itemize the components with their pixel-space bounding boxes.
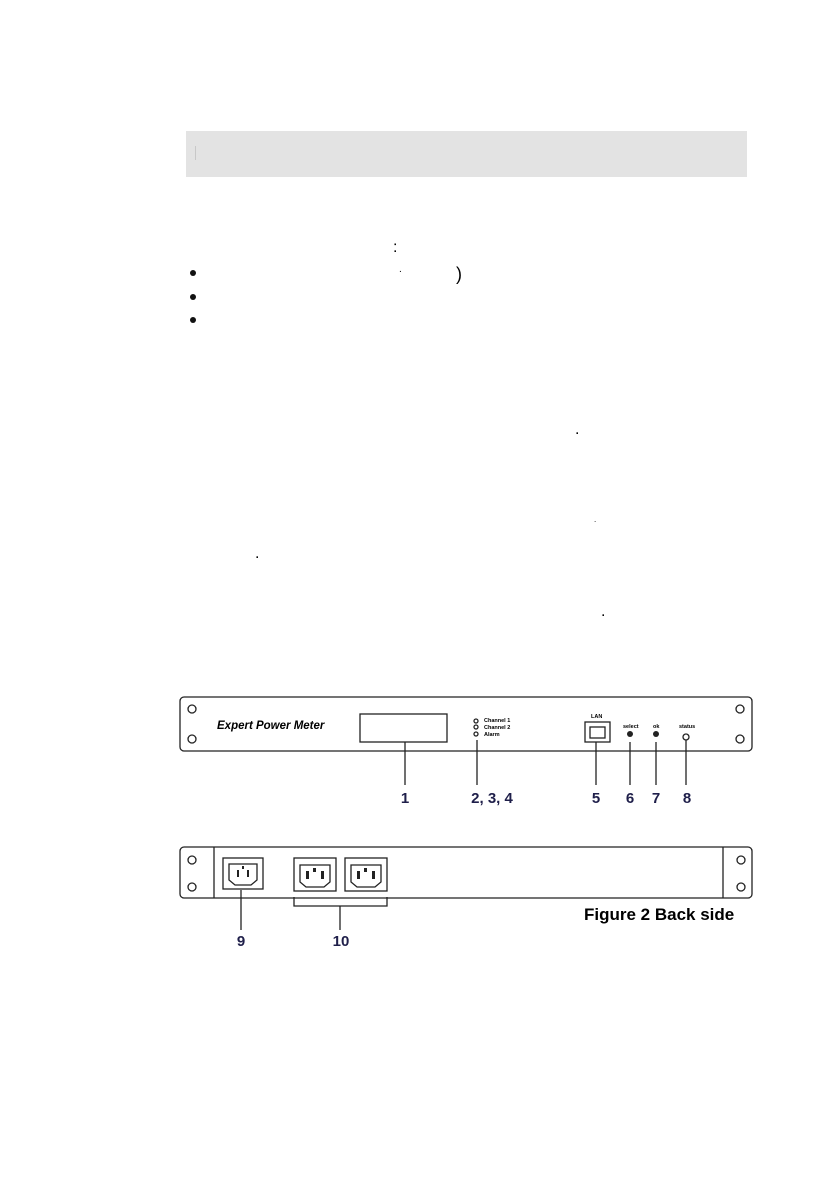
panel-device-label: Expert Power Meter xyxy=(217,720,325,732)
lan-port-label: LAN xyxy=(591,714,603,720)
select-button-label: select xyxy=(623,724,639,730)
callout-7: 7 xyxy=(651,790,661,807)
ok-button-label: ok xyxy=(653,724,660,730)
led-label-alarm: Alarm xyxy=(484,732,500,738)
stray-dot: . xyxy=(575,421,580,438)
stray-colon: : xyxy=(393,239,398,256)
callout-10: 10 xyxy=(332,933,350,950)
socket-pins xyxy=(237,866,375,879)
led-label-channel-1: Channel 1 xyxy=(484,718,511,724)
front-panel-drawing xyxy=(180,697,752,785)
select-button-dot xyxy=(627,731,633,737)
ok-button-dot xyxy=(653,731,659,737)
stray-dot: . xyxy=(399,264,402,275)
callout-8: 8 xyxy=(682,790,692,807)
stray-paren: ) xyxy=(456,264,462,284)
callout-6: 6 xyxy=(625,790,635,807)
stray-dot: . xyxy=(255,545,260,562)
led-label-channel-2: Channel 2 xyxy=(484,725,511,731)
callout-1: 1 xyxy=(400,790,410,807)
figure-caption: Figure 2 Back side xyxy=(584,905,735,924)
stray-dot: . xyxy=(601,603,606,620)
callout-2-3-4: 2, 3, 4 xyxy=(471,790,513,807)
stray-dot: . xyxy=(594,515,597,524)
status-led-label: status xyxy=(679,724,696,730)
callout-9: 9 xyxy=(236,933,246,950)
callout-5: 5 xyxy=(591,790,601,807)
